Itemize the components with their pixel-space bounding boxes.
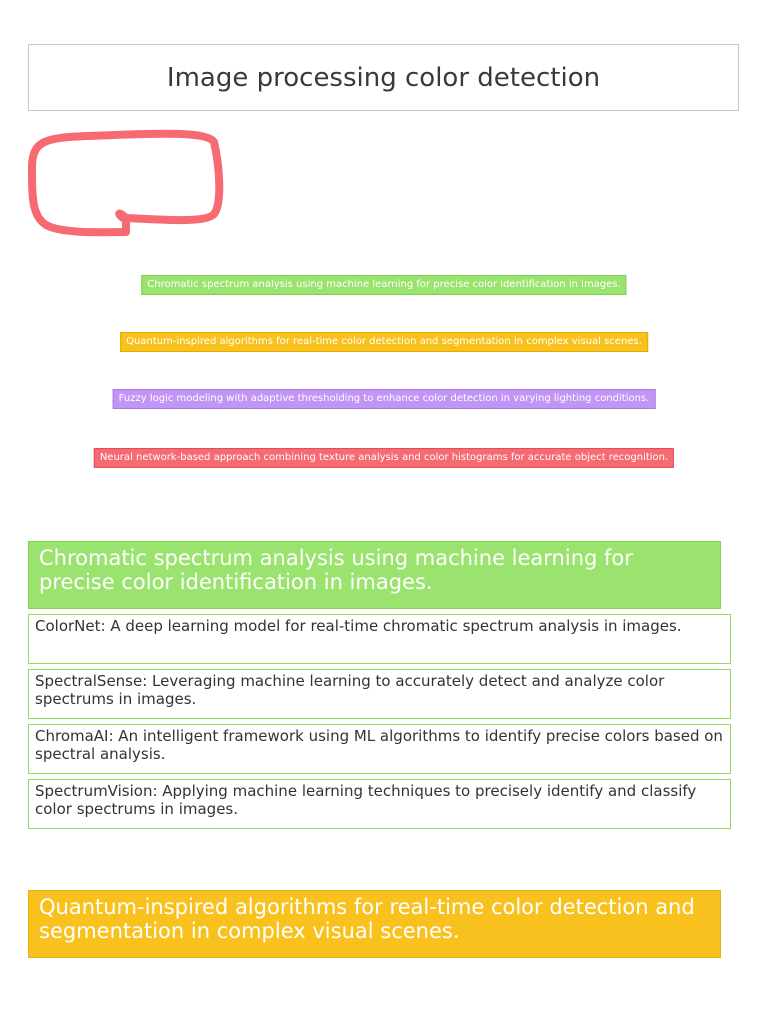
list-item-colornet: ColorNet: A deep learning model for real-time chromatic spectrum analysis in images. (28, 614, 731, 664)
list-item-chromaai: ChromaAI: An intelligent framework using ML algorithms to identify precise colors based on spectral analysis. (28, 724, 731, 774)
list-item-spectralsense: SpectralSense: Leveraging machine learning to accurately detect and analyze color spectrums in images. (28, 669, 731, 719)
tag-quantum-inspired: Quantum-inspired algorithms for real-time color detection and segmentation in complex visual scenes. (120, 332, 648, 352)
list-item-spectrumvision: SpectrumVision: Applying machine learning techniques to precisely identify and classify color spectrums in images. (28, 779, 731, 829)
tag-neural-network: Neural network-based approach combining texture analysis and color histograms for accurate object recognition. (94, 448, 674, 468)
page-title: Image processing color detection (166, 62, 601, 93)
tag-fuzzy-logic: Fuzzy logic modeling with adaptive thresholding to enhance color detection in varying lighting conditions. (113, 389, 656, 409)
speech-bubble-doodle-icon (26, 128, 226, 240)
tag-chromatic-spectrum: Chromatic spectrum analysis using machine learning for precise color identification in images. (141, 275, 626, 295)
title-box (28, 44, 739, 111)
section-header-chromatic: Chromatic spectrum analysis using machine learning for precise color identification in images. (28, 541, 721, 609)
section-header-quantum: Quantum-inspired algorithms for real-time color detection and segmentation in complex visual scenes. (28, 890, 721, 958)
